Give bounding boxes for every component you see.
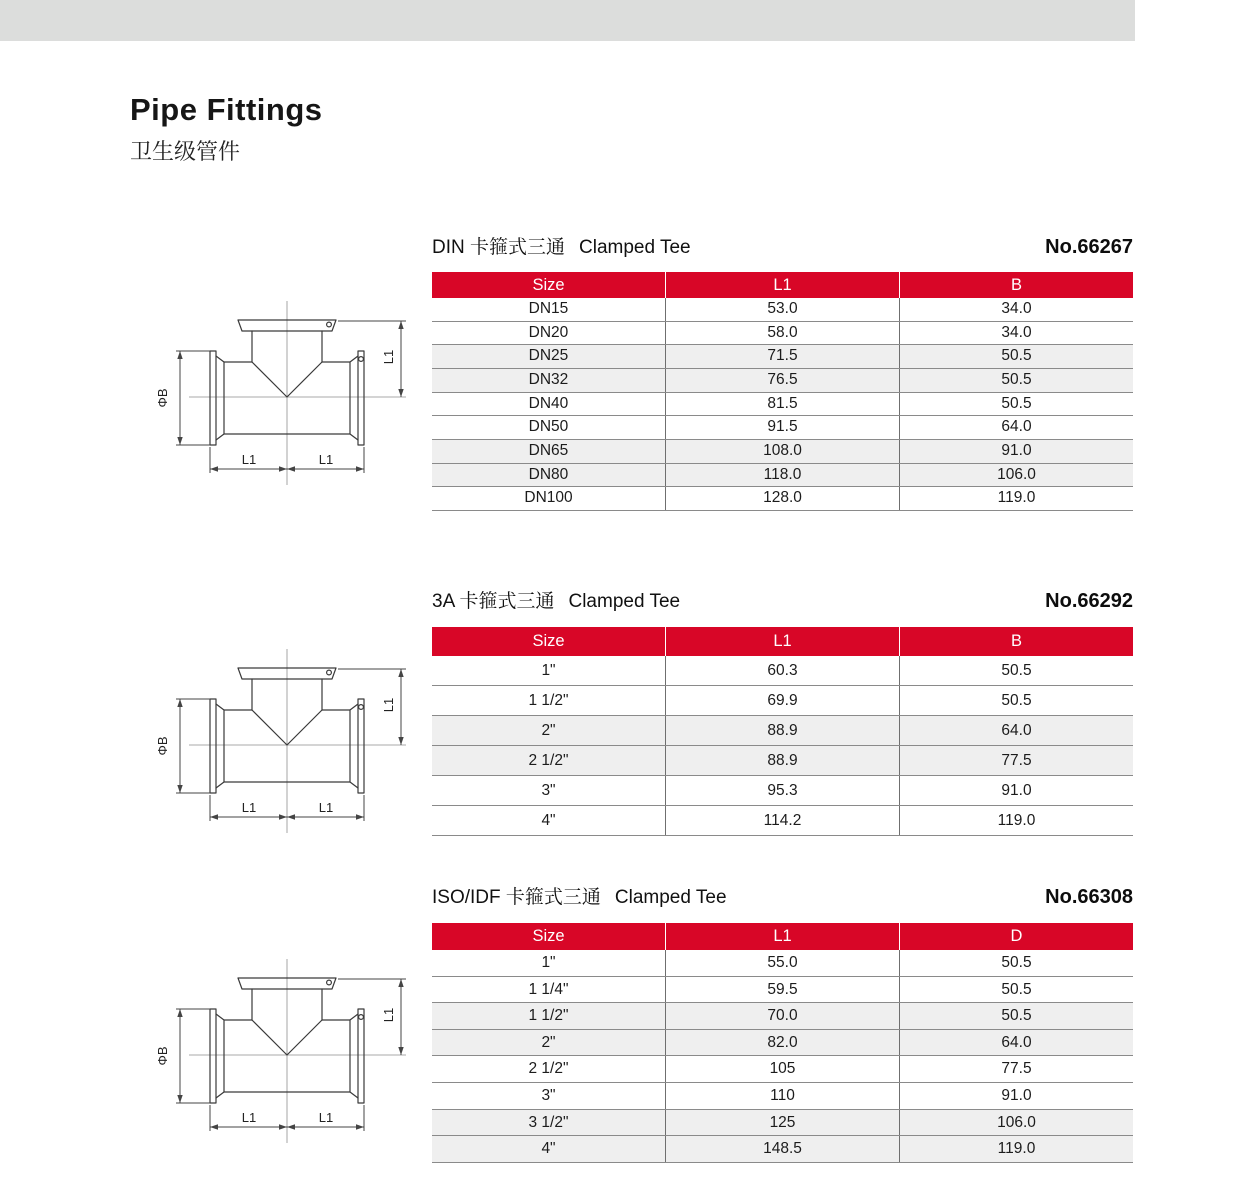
dim-label-diameter: ΦB [155,388,170,408]
table-cell: 88.9 [665,716,899,745]
table-row [432,977,1133,1004]
table-cell: 108.0 [665,440,899,463]
table-cell: 4" [541,1140,556,1158]
table-cell: DN20 [528,323,569,341]
table-title: DIN 卡箍式三通 [432,237,566,258]
column-header: Size [532,632,565,650]
catalog-number: No.66292 [1045,590,1133,612]
table-cell: 1" [541,954,556,971]
table-row [432,322,1133,346]
table-title-en: Clamped Tee [614,887,727,908]
table-row [432,950,1133,977]
table-cell: 91.0 [899,776,1133,805]
table-cell: DN15 [528,300,569,317]
catalog-number: No.66308 [1045,886,1133,908]
table-cell: 77.5 [899,1056,1133,1082]
table-cell: 50.5 [899,345,1133,368]
column-header: L1 [665,627,899,656]
table-row [432,487,1133,511]
table-cell: 110 [665,1083,899,1109]
table-cell: 50.5 [899,1003,1133,1029]
table-header-row [432,923,1133,950]
dim-label-diameter: ΦB [155,736,170,756]
tee-drawing [132,951,422,1151]
table-cell: 50.5 [899,656,1133,685]
column-header: D [899,923,1133,950]
dim-label-diameter: ΦB [155,1046,170,1066]
table-cell: 50.5 [899,369,1133,392]
dim-label-l1-left: L1 [241,452,257,467]
table-cell: 64.0 [899,716,1133,745]
tee-technical-drawing [132,951,422,1151]
table-row [432,686,1133,716]
table-title: ISO/IDF 卡箍式三通 [432,887,601,908]
table-cell: 91.5 [665,416,899,439]
table-cell: 148.5 [665,1136,899,1162]
section-3a-tee [432,588,1133,836]
table-cell: DN100 [524,489,573,507]
tee-technical-drawing [132,641,422,841]
dim-label-l1-right: L1 [318,800,334,815]
table-row [432,416,1133,440]
tee-technical-drawing [132,293,422,493]
table-row [432,345,1133,369]
table-cell: 118.0 [665,464,899,487]
table-cell: 119.0 [899,487,1133,510]
table-row [432,298,1133,322]
table-cell: DN80 [528,465,569,483]
table-row [432,1136,1133,1163]
table-cell: 3" [541,1086,556,1104]
table-row [432,393,1133,417]
table-cell: 4" [541,812,556,829]
tee-drawing [132,641,422,841]
table-cell: 2 1/2" [528,1060,569,1078]
table-cell: 1 1/4" [528,980,569,998]
table-cell: 1 1/2" [528,692,569,709]
table-row [432,716,1133,746]
table-cell: 91.0 [899,1083,1133,1109]
page-title: Pipe Fittings [130,92,323,127]
table-cell: 106.0 [899,464,1133,487]
table-cell: 55.0 [665,950,899,976]
table-cell: 3 1/2" [528,1113,569,1131]
table-cell: 76.5 [665,369,899,392]
table-cell: 64.0 [899,416,1133,439]
table-row [432,1083,1133,1110]
dim-label-l1-vertical: L1 [381,1007,396,1023]
table-cell: 59.5 [665,977,899,1003]
table-row [432,369,1133,393]
table-cell: 125 [665,1110,899,1136]
table-cell: 58.0 [665,322,899,345]
column-header: B [899,627,1133,656]
dim-label-l1-left: L1 [241,1110,257,1125]
dim-label-l1-right: L1 [318,452,334,467]
column-header: Size [532,927,565,945]
table-row [432,464,1133,488]
table-title-row [432,234,1133,261]
table-row [432,746,1133,776]
table-cell: 119.0 [899,1136,1133,1162]
table-cell: 34.0 [899,322,1133,345]
dim-label-l1-left: L1 [241,800,257,815]
table-row [432,776,1133,806]
catalog-number: No.66267 [1045,236,1133,258]
table-title-row [432,884,1133,911]
table-cell: 1" [541,662,556,679]
table-header-row [432,627,1133,656]
table-cell: 119.0 [899,806,1133,835]
column-header: L1 [665,923,899,950]
dim-label-l1-vertical: L1 [381,697,396,713]
table-cell: DN40 [528,394,569,412]
page-subtitle: 卫生级管件 [130,139,241,164]
table-body [432,950,1133,1163]
table-cell: 88.9 [665,746,899,775]
table-row [432,1110,1133,1137]
table-cell: 106.0 [899,1110,1133,1136]
table-row [432,1030,1133,1057]
table-cell: 50.5 [899,950,1133,976]
table-cell: 105 [665,1056,899,1082]
table-cell: 71.5 [665,345,899,368]
table-cell: 50.5 [899,977,1133,1003]
table-cell: 81.5 [665,393,899,416]
table-cell: 95.3 [665,776,899,805]
table-cell: 114.2 [665,806,899,835]
table-row [432,806,1133,836]
table-row [432,656,1133,686]
table-cell: 3" [541,782,556,799]
table-row [432,1056,1133,1083]
table-title-row [432,588,1133,615]
table-cell: 34.0 [899,298,1133,321]
table-cell: 50.5 [899,393,1133,416]
header-bar [0,0,1135,41]
table-cell: 64.0 [899,1030,1133,1056]
column-header: L1 [665,272,899,298]
table-cell: 53.0 [665,298,899,321]
table-title-en: Clamped Tee [579,237,691,258]
table-cell: DN65 [528,441,569,459]
table-cell: DN32 [528,370,569,388]
table-cell: 69.9 [665,686,899,715]
table-cell: 2" [541,1033,556,1051]
table-cell: 70.0 [665,1003,899,1029]
table-body [432,298,1133,511]
table-row [432,440,1133,464]
table-cell: 2" [541,722,556,739]
table-row [432,1003,1133,1030]
table-cell: 82.0 [665,1030,899,1056]
column-header: B [899,272,1133,298]
dim-label-l1-right: L1 [318,1110,334,1125]
table-cell: 50.5 [899,686,1133,715]
table-title-en: Clamped Tee [568,591,681,612]
page-header [130,92,323,166]
table-cell: 128.0 [665,487,899,510]
table-header-row [432,272,1133,298]
table-cell: 1 1/2" [528,1007,569,1025]
table-cell: DN50 [528,418,569,436]
section-iso-idf-tee [432,884,1133,1163]
tee-drawing [132,293,422,493]
table-title: 3A 卡箍式三通 [432,591,555,612]
table-body [432,656,1133,836]
table-cell: 2 1/2" [528,752,569,769]
dim-label-l1-vertical: L1 [381,349,396,365]
table-cell: 77.5 [899,746,1133,775]
column-header: Size [532,276,565,294]
table-cell: 60.3 [665,656,899,685]
section-din-tee [432,234,1133,511]
table-cell: DN25 [528,347,569,365]
table-cell: 91.0 [899,440,1133,463]
